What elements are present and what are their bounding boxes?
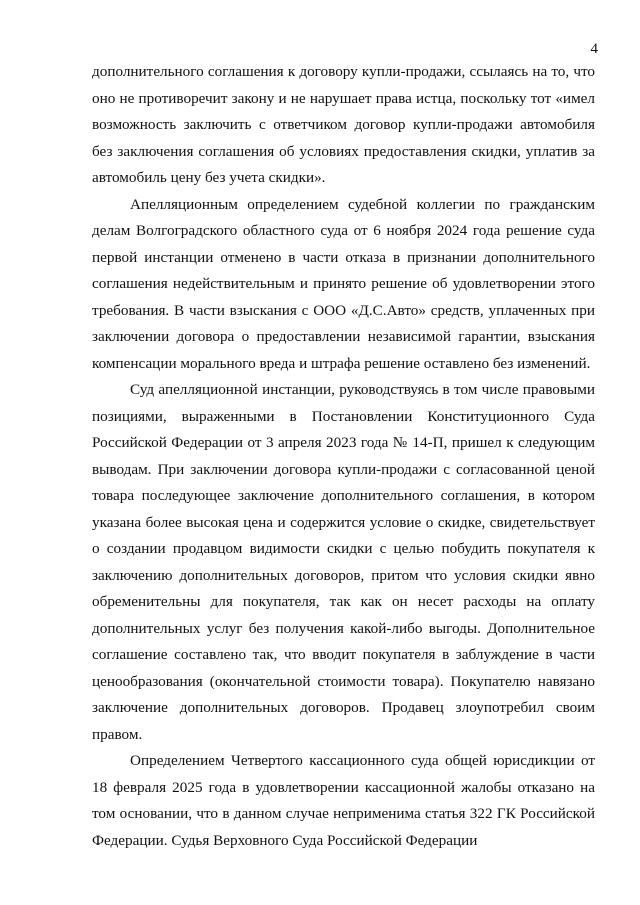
paragraph-3: Суд апелляционной инстанции, руководствуясь в том числе правовыми позициями, выраженными в Постановлении Конституционного Суда Российской Федерации от 3 апреля 2023 года № 14-П, пришел к следующим выводам. При заключении договора купли-продажи с согласованной ценой товара последующее заключение дополнительного соглашения, в котором указана более высокая цена и содержится условие о скидке, свидетельствует о создании продавцом видимости скидки с целью побудить покупателя к заключению дополнительных договоров, притом что условия скидки явно обременительны для покупателя, так как он несет расходы на оплату дополнительных услуг без получения какой-либо выгоды. Дополнительное соглашение составлено так, что вводит покупателя в заблуждение в части ценообразования (окончательной стоимости товара). Покупателю навязано заключение дополнительных договоров. Продавец злоупотребил своим правом. [92,381,595,743]
paragraph-4: Определением Четвертого кассационного суда общей юрисдикции от 18 февраля 2025 года в удовлетворении кассационной жалобы отказано на том основании, что в данном случае неприменима статья 322 ГК Российской Федерации. Судья Верховного Суда Российской Федерации [92,752,595,849]
page-number: 4 [590,41,598,57]
paragraph-1: дополнительного соглашения к договору купли-продажи, ссылаясь на то, что оно не противоречит закону и не нарушает права истца, поскольку тот «имел возможность заключить с ответчиком договор купли-продажи автомобиля без заключения соглашения об условиях предоставления скидки, уплатив за автомобиль цену без учета скидки». [92,63,595,186]
paragraph-2: Апелляционным определением судебной коллегии по гражданским делам Волгоградского областного суда от 6 ноября 2024 года решение суда первой инстанции отменено в части отказа в признании дополнительного соглашения недействительным и принято решение об удовлетворении этого требования. В части взыскания с ООО «Д.С.Авто» средств, уплаченных при заключении договора о предоставлении независимой гарантии, взыскания компенсации морального вреда и штрафа решение оставлено без изменений. [92,195,595,372]
document-body [92,59,595,854]
